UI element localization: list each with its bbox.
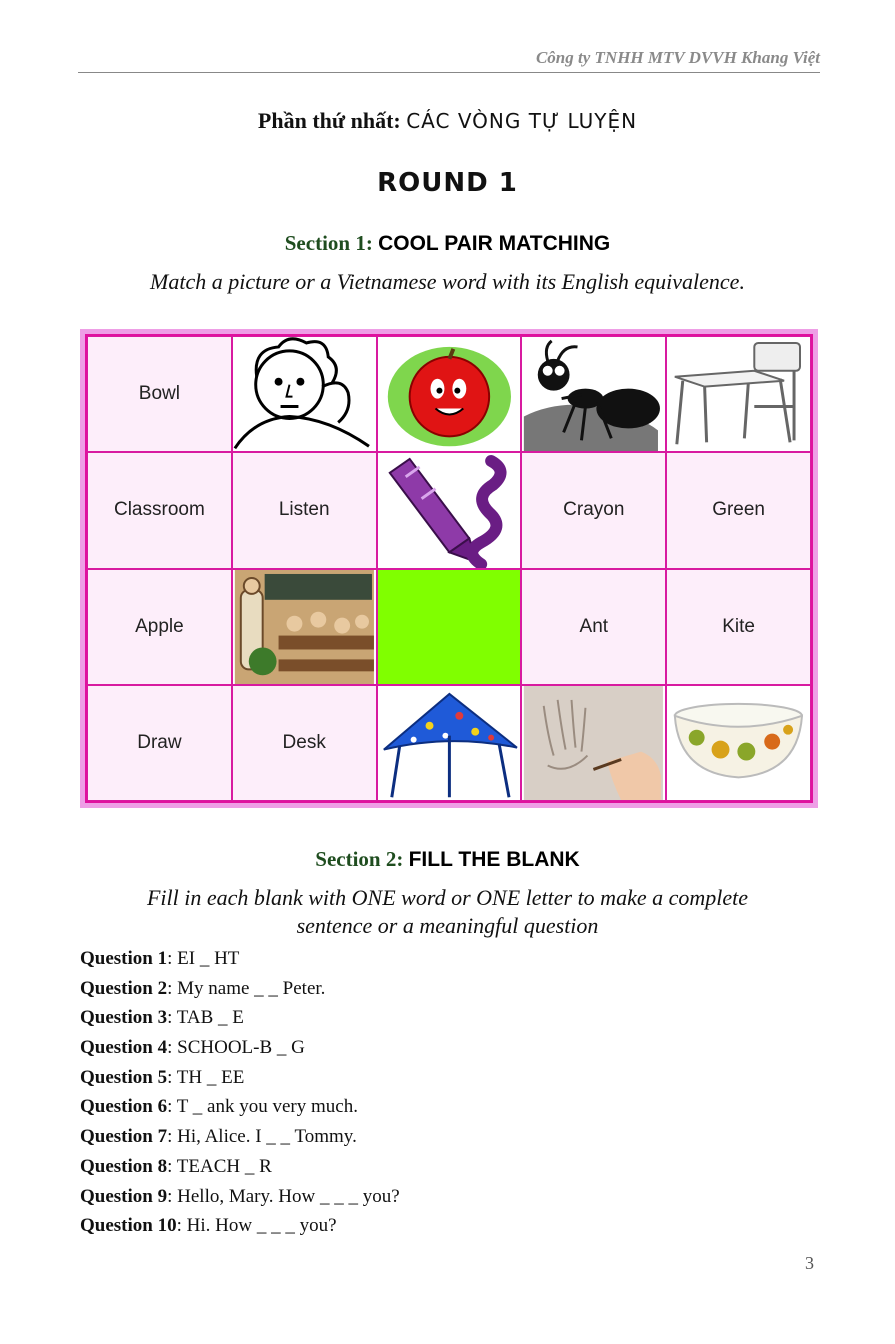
grid-cell-word[interactable] — [87, 569, 232, 685]
grid-cell-word[interactable] — [87, 336, 232, 452]
classroom-icon — [233, 570, 376, 684]
question-label: Question 8 — [80, 1155, 168, 1177]
grid-cell-image[interactable] — [377, 336, 522, 452]
question-item — [80, 1063, 400, 1093]
grid-cell-image[interactable] — [666, 685, 811, 801]
question-text: : T _ ank you very much. — [167, 1096, 358, 1118]
cell-word: Kite — [722, 615, 755, 637]
question-label: Question 5 — [80, 1066, 168, 1088]
question-text: : TAB _ E — [167, 1007, 244, 1029]
cell-word: Classroom — [113, 499, 205, 521]
cell-word: Draw — [137, 731, 182, 753]
question-list — [80, 944, 400, 1241]
question-text: : TH _ EE — [167, 1066, 245, 1088]
section2-name: FILL THE BLANK — [408, 848, 580, 871]
apple-icon — [378, 337, 521, 451]
question-label: Question 3 — [80, 1007, 168, 1029]
question-text: : EI _ HT — [167, 948, 240, 969]
cell-word: Desk — [282, 731, 326, 753]
part-title — [0, 108, 895, 134]
part-name: CÁC VÒNG TỰ LUYỆN — [406, 109, 638, 133]
question-text: : SCHOOL-B _ G — [167, 1037, 305, 1059]
crayon-icon — [378, 453, 521, 567]
question-label: Question 9 — [80, 1185, 168, 1207]
header-rule — [78, 72, 820, 73]
section1-title — [0, 231, 895, 256]
grid-cell-word[interactable] — [232, 452, 377, 568]
grid-cell-image[interactable] — [521, 685, 666, 801]
grid-cell-image[interactable] — [377, 452, 522, 568]
section2-instruction-line2: sentence or a meaningful question — [296, 913, 599, 938]
cell-word: Bowl — [138, 383, 180, 405]
cell-word: Ant — [579, 615, 609, 637]
bowl-icon — [667, 686, 810, 800]
grid-cell-image[interactable] — [521, 336, 666, 452]
grid-cell-image[interactable] — [377, 685, 522, 801]
question-item — [80, 1122, 400, 1152]
green-swatch[interactable] — [377, 569, 522, 685]
section2-instruction-line1: Fill in each blank with ONE word or ONE letter to make a complete — [146, 885, 749, 910]
round-title: ROUND 1 — [377, 168, 518, 198]
page-number: 3 — [805, 1253, 814, 1273]
section2-title — [0, 847, 895, 872]
grid-cell-word[interactable] — [232, 685, 377, 801]
question-text: : TEACH _ R — [167, 1155, 272, 1177]
grid-cell-word[interactable] — [521, 569, 666, 685]
question-label: Question 2 — [80, 977, 168, 999]
grid-cell-word[interactable] — [666, 452, 811, 568]
question-item — [80, 944, 400, 974]
question-item — [80, 1152, 400, 1182]
question-text: : Hi. How _ _ _ you? — [176, 1215, 337, 1237]
question-label: Question 6 — [80, 1096, 168, 1118]
grid-cell-word[interactable] — [87, 452, 232, 568]
question-item — [80, 1182, 400, 1212]
question-text: : Hi, Alice. I _ _ Tommy. — [167, 1126, 357, 1148]
grid-cell-image[interactable] — [232, 336, 377, 452]
question-text: : Hello, Mary. How _ _ _ you? — [167, 1185, 400, 1207]
kite-icon — [378, 686, 521, 800]
grid-cell-word[interactable] — [521, 452, 666, 568]
section2-lead: Section 2: — [315, 847, 404, 871]
question-item — [80, 1211, 400, 1241]
question-item — [80, 1003, 400, 1033]
listening-boy-icon — [233, 337, 376, 451]
desk-icon — [667, 337, 810, 451]
ant-icon — [522, 337, 665, 451]
matching-grid — [85, 334, 813, 803]
question-label: Question 1 — [80, 948, 168, 969]
cell-word: Crayon — [563, 499, 625, 521]
matching-grid-frame — [80, 329, 818, 808]
question-label: Question 4 — [80, 1037, 168, 1059]
cell-word: Green — [712, 499, 765, 521]
grid-cell-word[interactable] — [666, 569, 811, 685]
grid-cell-image[interactable] — [232, 569, 377, 685]
part-lead: Phần thứ nhất: — [257, 108, 401, 133]
drawing-hand-icon — [522, 686, 665, 800]
question-item — [80, 1033, 400, 1063]
question-item — [80, 974, 400, 1004]
section1-lead: Section 1: — [284, 231, 373, 255]
section1-name: COOL PAIR MATCHING — [378, 232, 611, 255]
grid-cell-image[interactable] — [666, 336, 811, 452]
question-label: Question 10 — [80, 1215, 177, 1237]
cell-word: Apple — [135, 615, 184, 637]
cell-word: Listen — [278, 499, 330, 521]
question-label: Question 7 — [80, 1126, 168, 1148]
question-text: : My name _ _ Peter. — [167, 977, 326, 999]
section1-instruction: Match a picture or a Vietnamese word with its English equivalence. — [150, 269, 745, 294]
question-item — [80, 1092, 400, 1122]
grid-cell-word[interactable] — [87, 685, 232, 801]
page-header: Công ty TNHH MTV DVVH Khang Việt — [535, 48, 820, 67]
